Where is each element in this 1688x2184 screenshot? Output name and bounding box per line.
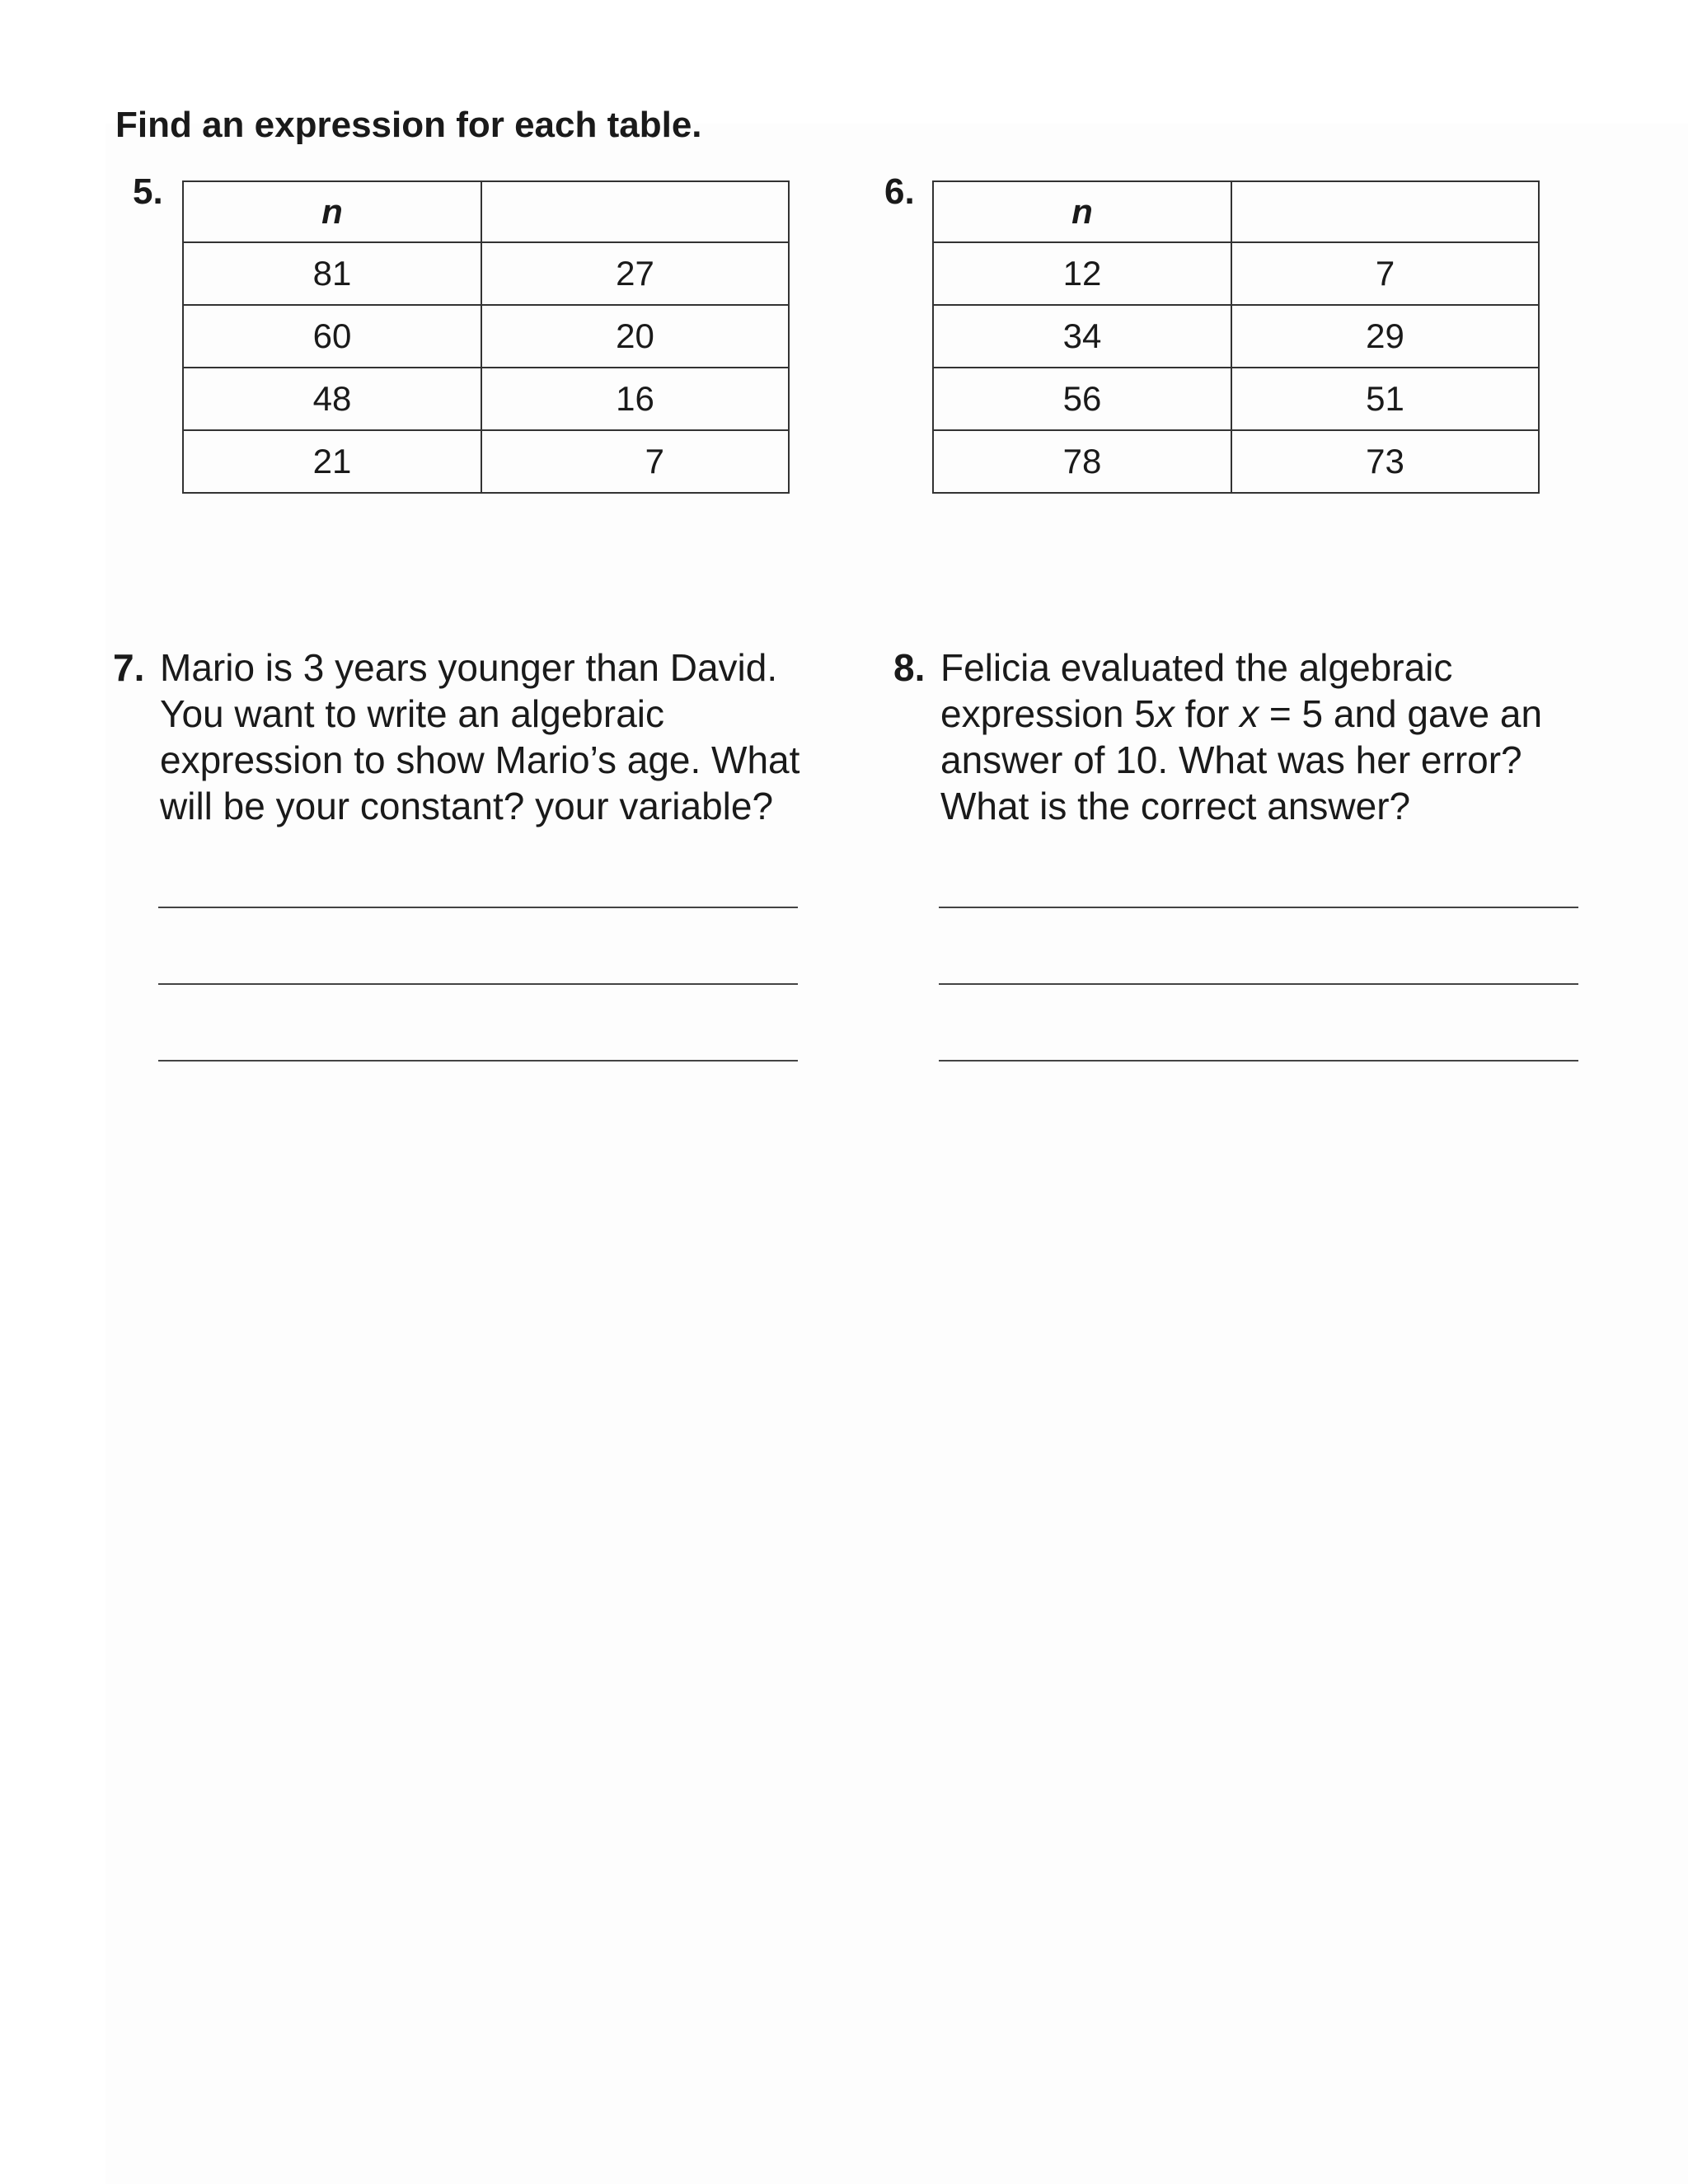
table-cell: 27: [481, 242, 789, 305]
table-header-cell: [481, 181, 789, 242]
problem-7-text-line: will be your constant? your variable?: [160, 785, 774, 827]
problem-8-text-segment: for: [1174, 692, 1240, 735]
table-header-row: [183, 181, 789, 242]
table-row: [933, 430, 1539, 493]
problem-7-number: 7.: [113, 646, 145, 689]
problem-6-table: [932, 180, 1540, 494]
problem-8-answer-line[interactable]: [939, 983, 1578, 985]
table-row: [933, 242, 1539, 305]
table-cell: 73: [1231, 430, 1539, 493]
problem-8-text-line: What is the correct answer?: [940, 785, 1411, 827]
table-header-cell: n: [933, 181, 1231, 242]
table-cell: 12: [933, 242, 1231, 305]
problem-5-number: 5.: [133, 171, 163, 212]
problem-8-answer-line[interactable]: [939, 1060, 1578, 1062]
table-header-cell: [1231, 181, 1539, 242]
table-cell: 29: [1231, 305, 1539, 368]
table-cell: 16: [481, 368, 789, 430]
table-cell: 7: [1231, 242, 1539, 305]
table-row: [183, 242, 789, 305]
table-cell: 81: [183, 242, 481, 305]
table-header-cell: n: [183, 181, 481, 242]
table-cell: 51: [1231, 368, 1539, 430]
table-row: [183, 430, 789, 493]
problem-7-answer-line[interactable]: [158, 983, 798, 985]
problem-8-text-line: Felicia evaluated the algebraic: [940, 646, 1453, 689]
problem-8-text-segment: = 5 and gave an: [1259, 692, 1543, 735]
problem-7-answer-line[interactable]: [158, 1060, 798, 1062]
problem-8-text-line: answer of 10. What was her error?: [940, 738, 1522, 781]
table-row: [933, 305, 1539, 368]
problem-8-number: 8.: [893, 646, 926, 689]
table-cell: 48: [183, 368, 481, 430]
problem-7-answer-line[interactable]: [158, 907, 798, 908]
table-row: [183, 305, 789, 368]
table-cell: 60: [183, 305, 481, 368]
variable-x: x: [1155, 692, 1175, 735]
table-row: [183, 368, 789, 430]
problem-7-text-line: Mario is 3 years younger than David.: [160, 646, 778, 689]
table-row: [933, 368, 1539, 430]
problem-8-text-line: [940, 691, 1649, 737]
table-cell: 21: [183, 430, 481, 493]
table-cell: 34: [933, 305, 1231, 368]
table-cell: 78: [933, 430, 1231, 493]
page-heading: Find an expression for each table.: [115, 105, 702, 145]
table-cell: 56: [933, 368, 1231, 430]
problem-8-answer-line[interactable]: [939, 907, 1578, 908]
problem-7-text-line: expression to show Mario’s age. What: [160, 738, 800, 781]
variable-x: x: [1240, 692, 1259, 735]
table-header-row: [933, 181, 1539, 242]
table-cell: 7: [481, 430, 789, 493]
table-cell: 20: [481, 305, 789, 368]
problem-5-table: [182, 180, 790, 494]
problem-6-number: 6.: [884, 171, 915, 212]
problem-7-text-line: You want to write an algebraic: [160, 692, 665, 735]
problem-8-text-segment: expression 5: [940, 692, 1156, 735]
